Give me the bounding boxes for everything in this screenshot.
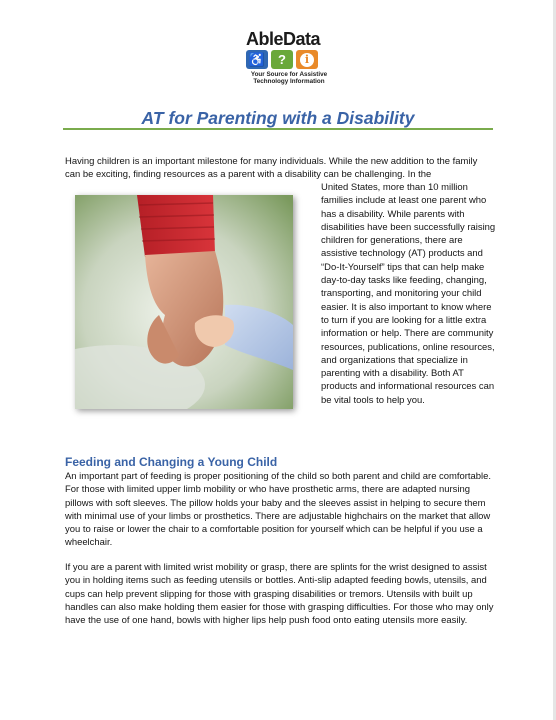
logo-tagline-line1: Your Source for Assistive <box>250 71 328 78</box>
logo-tagline-line2: Technology Information <box>253 78 325 85</box>
section-heading: Feeding and Changing a Young Child <box>65 455 278 469</box>
logo-icon-row <box>246 50 332 69</box>
logo-wordmark: AbleData <box>246 29 321 49</box>
abledata-logo <box>246 30 332 85</box>
wheelchair-icon: ♿ <box>246 50 268 69</box>
question-icon: ? <box>271 50 293 69</box>
intro-paragraph-column: United States, more than 10 million families include at least one parent who has a disability. While parents with disabilities have been successfully raising children for generations, there are assistive technology (AT) products and “Do-It-Yourself” tips that can help make day-to-day tasks like feeding, changing, transporting, and monitoring your child easier. It is also important to know where to turn if you are looking for a little extra information or help. There are community resources, publications, online resources, and organizations that specialize in parenting with a disability. Both AT products and informational resources can be vital tools to help you. <box>321 182 496 406</box>
section-paragraph-2: If you are a parent with limited wrist mobility or grasp, there are splints for the wrist designed to assist you in holding items such as feeding utensils or bottles. Anti-slip adapted feeding bowls, utensils, and cups can help prevent slipping for those with grasping disabilities or tremors. Utensils with built up handles can also make holding them easier for those with grasping difficulties. For those who may only have the use of one hand, bowls with higher lips help push food onto eating utensils more easily. <box>65 562 494 627</box>
parent-child-hands-photo <box>75 195 293 409</box>
info-icon: i <box>296 50 318 69</box>
section-paragraph-1: An important part of feeding is proper positioning of the child so both parent and child are comfortable. For those with limited upper limb mobility or who have prosthetic arms, there are adapted nursing pillows with soft sleeves. The pillow holds your baby and the sleeves assist in helping to secure them with minimal use of your limbs or prosthetics. There are adjustable highchairs on the market that allow you to raise or lower the chair to a comfortable position for yourself which can be helpful if you use a wheelchair. <box>65 471 491 549</box>
logo-tagline <box>246 71 332 85</box>
intro-paragraph-lead: Having children is an important milestone for many individuals. While the new addition to the family can be exciting, finding resources as a parent with a disability can be challenging. In the <box>65 156 478 181</box>
page-title: AT for Parenting with a Disability <box>141 108 415 128</box>
title-divider <box>63 128 493 130</box>
